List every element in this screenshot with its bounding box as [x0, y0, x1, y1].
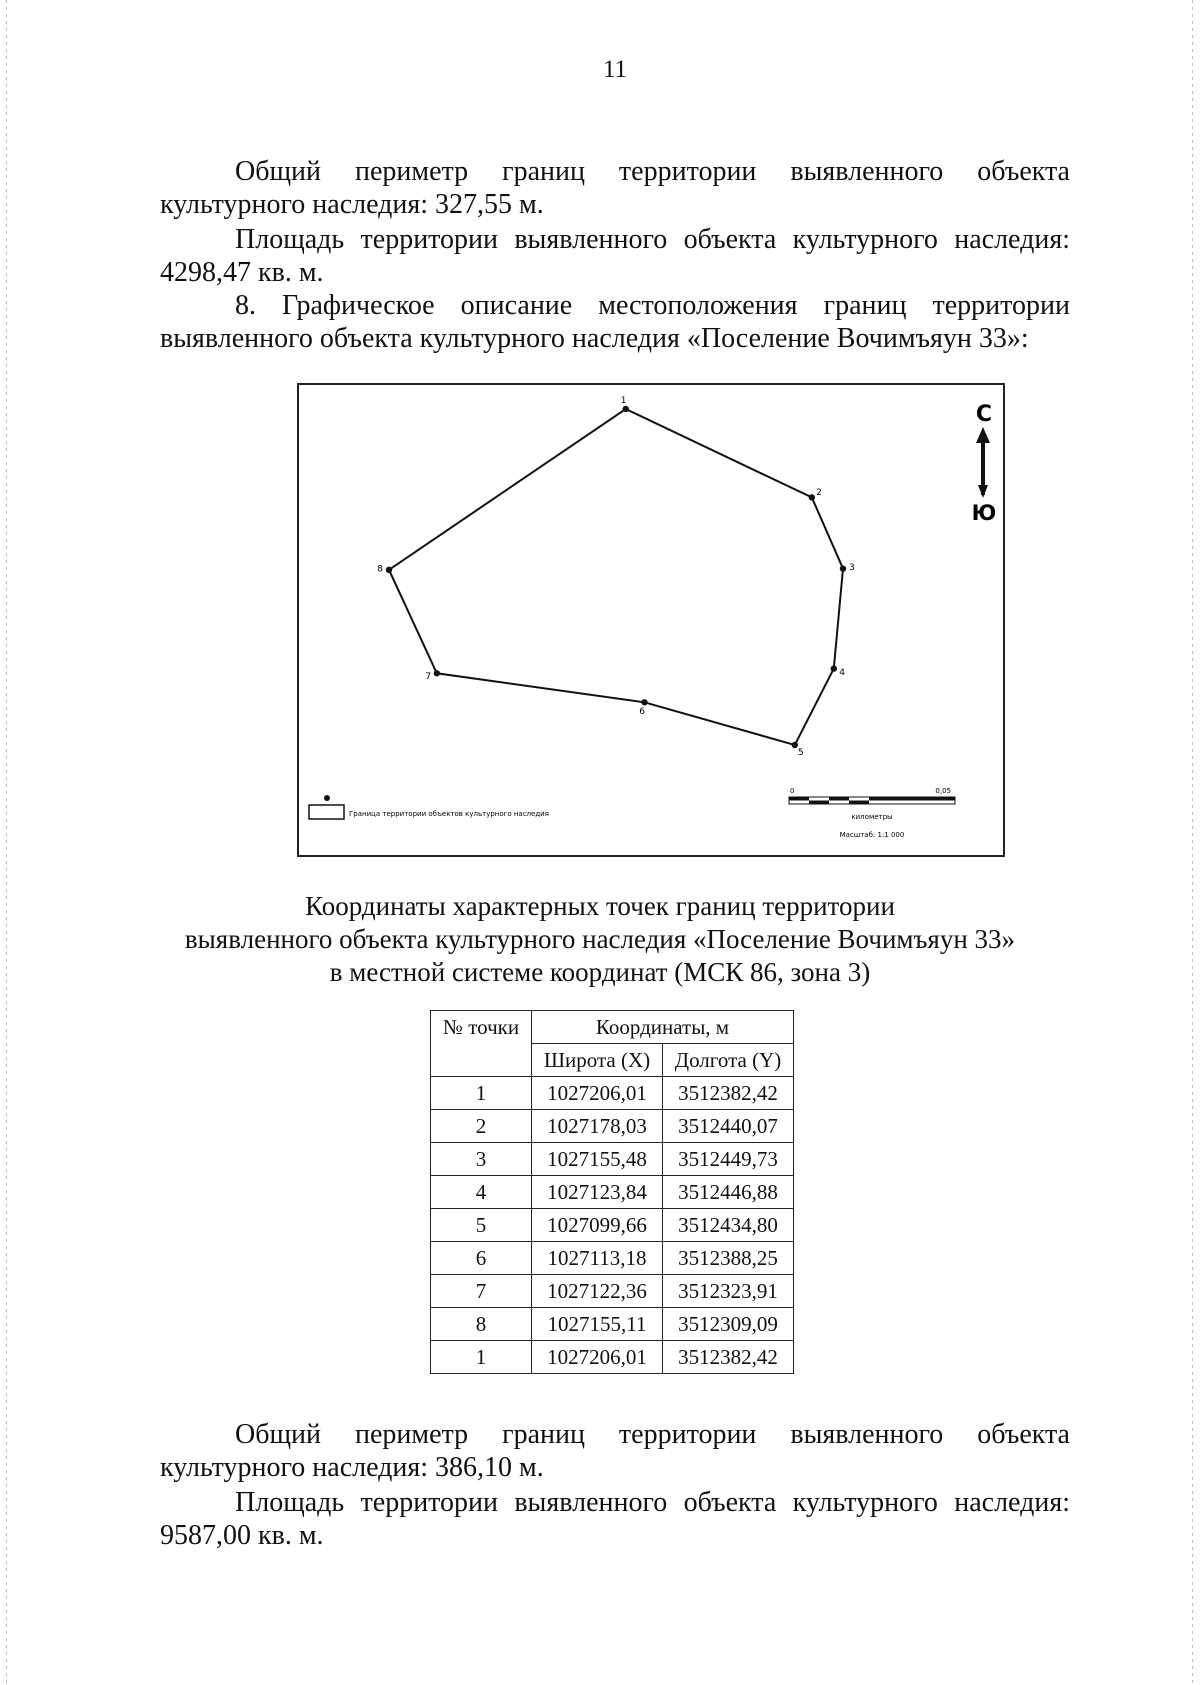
boundary-point-marker: [386, 567, 392, 573]
cell-point-number: 3: [431, 1143, 532, 1176]
cell-longitude: 3512388,25: [663, 1242, 794, 1275]
boundary-point-marker: [623, 406, 629, 412]
cell-latitude: 1027122,36: [532, 1275, 663, 1308]
paragraph-rest: 4298,47 кв. м.: [160, 257, 324, 288]
cell-longitude: 3512382,42: [663, 1341, 794, 1374]
legend-text: Граница территории объектов культурного наследия: [349, 810, 549, 818]
south-label: Ю: [971, 501, 997, 525]
paragraph-first-line: Площадь территории выявленного объекта культурного наследия:: [235, 224, 1070, 255]
scale-ratio-label: Масштаб: 1:1 000: [839, 831, 905, 839]
caption-line-2: выявленного объекта культурного наследия «Поселение Вочимъяун 33»: [184, 924, 1016, 954]
map-legend: [309, 795, 549, 819]
paragraph-graphic-description: [160, 289, 1070, 355]
coordinates-table-body: [431, 1077, 794, 1374]
legend-point-icon: [324, 795, 330, 801]
header-longitude: Долгота (Y): [663, 1044, 794, 1077]
header-latitude: Широта (X): [532, 1044, 663, 1077]
cell-longitude: 3512434,80: [663, 1209, 794, 1242]
scale-units-label: километры: [851, 813, 893, 821]
boundary-point-marker: [840, 565, 846, 571]
cell-longitude: 3512323,91: [663, 1275, 794, 1308]
page-number: 11: [602, 56, 628, 83]
paragraph-perimeter-1: [160, 155, 1070, 221]
cell-latitude: 1027113,18: [532, 1242, 663, 1275]
table-row: [431, 1275, 794, 1308]
north-label: С: [975, 402, 993, 427]
cell-longitude: 3512440,07: [663, 1110, 794, 1143]
boundary-point-label: 1: [620, 396, 627, 407]
paragraph-area-2: [160, 1486, 1070, 1552]
caption-line-1: Координаты характерных точек границ территории: [305, 891, 895, 921]
coordinates-table: [430, 1010, 794, 1374]
cell-point-number: 4: [431, 1176, 532, 1209]
boundary-point-label: 4: [839, 667, 846, 678]
table-row: [431, 1341, 794, 1374]
boundary-point-label: 6: [639, 706, 645, 717]
cell-latitude: 1027099,66: [532, 1209, 663, 1242]
table-caption: [0, 890, 1200, 989]
scale-start-label: 0: [790, 787, 795, 795]
boundary-point-label: 7: [425, 671, 432, 682]
north-arrow-icon: [972, 402, 997, 525]
paragraph-first-line: Общий периметр границ территории выявленного объекта: [235, 156, 1070, 187]
boundary-point-marker: [831, 665, 837, 671]
cell-point-number: 5: [431, 1209, 532, 1242]
table-row: [431, 1110, 794, 1143]
scan-edge-right: [1192, 0, 1193, 1685]
boundary-point-label: 8: [377, 564, 383, 575]
paragraph-perimeter-2: [160, 1418, 1070, 1484]
cell-latitude: 1027206,01: [532, 1341, 663, 1374]
caption-line-3: в местной системе координат (МСК 86, зона 3): [329, 957, 871, 987]
cell-longitude: 3512309,09: [663, 1308, 794, 1341]
boundary-polygon: [389, 409, 846, 745]
cell-point-number: 6: [431, 1242, 532, 1275]
cell-latitude: 1027123,84: [532, 1176, 663, 1209]
table-row: [431, 1209, 794, 1242]
paragraph-first-line: 8. Графическое описание местоположения границ территории: [235, 290, 1070, 321]
cell-point-number: 1: [431, 1341, 532, 1374]
cell-longitude: 3512449,73: [663, 1143, 794, 1176]
boundary-point-label: 2: [816, 487, 822, 498]
cell-point-number: 8: [431, 1308, 532, 1341]
header-coordinates: Координаты, м: [532, 1011, 794, 1044]
boundary-point-label: 5: [797, 747, 804, 758]
boundary-map-svg: [299, 385, 1003, 855]
table-row: [431, 1308, 794, 1341]
scan-edge-left: [6, 0, 7, 1685]
cell-point-number: 7: [431, 1275, 532, 1308]
paragraph-rest: 9587,00 кв. м.: [160, 1520, 324, 1551]
scale-end-label: 0,05: [935, 787, 951, 795]
boundary-point-marker: [434, 670, 440, 676]
paragraph-first-line: Общий периметр границ территории выявленного объекта: [235, 1419, 1070, 1450]
scale-bar: [789, 787, 955, 839]
boundary-point-label: 3: [848, 562, 855, 573]
cell-latitude: 1027206,01: [532, 1077, 663, 1110]
paragraph-rest: культурного наследия: 386,10 м.: [160, 1452, 544, 1483]
paragraph-area-1: [160, 223, 1070, 289]
cell-latitude: 1027155,48: [532, 1143, 663, 1176]
table-row: [431, 1143, 794, 1176]
cell-longitude: 3512382,42: [663, 1077, 794, 1110]
boundary-point-marker: [809, 494, 815, 500]
table-row: [431, 1242, 794, 1275]
cell-latitude: 1027155,11: [532, 1308, 663, 1341]
header-point-number: № точки: [431, 1011, 532, 1077]
boundary-point-marker: [641, 699, 647, 705]
boundary-points: [377, 396, 854, 758]
cell-longitude: 3512446,88: [663, 1176, 794, 1209]
table-row: [431, 1176, 794, 1209]
paragraph-rest: выявленного объекта культурного наследия «Поселение Вочимъяун 33»:: [160, 323, 1029, 354]
cell-point-number: 1: [431, 1077, 532, 1110]
legend-boundary-icon: [309, 805, 344, 819]
table-row: [431, 1077, 794, 1110]
paragraph-first-line: Площадь территории выявленного объекта культурного наследия:: [235, 1487, 1070, 1518]
cell-latitude: 1027178,03: [532, 1110, 663, 1143]
paragraph-rest: культурного наследия: 327,55 м.: [160, 189, 544, 220]
cell-point-number: 2: [431, 1110, 532, 1143]
boundary-map: [297, 383, 1005, 857]
